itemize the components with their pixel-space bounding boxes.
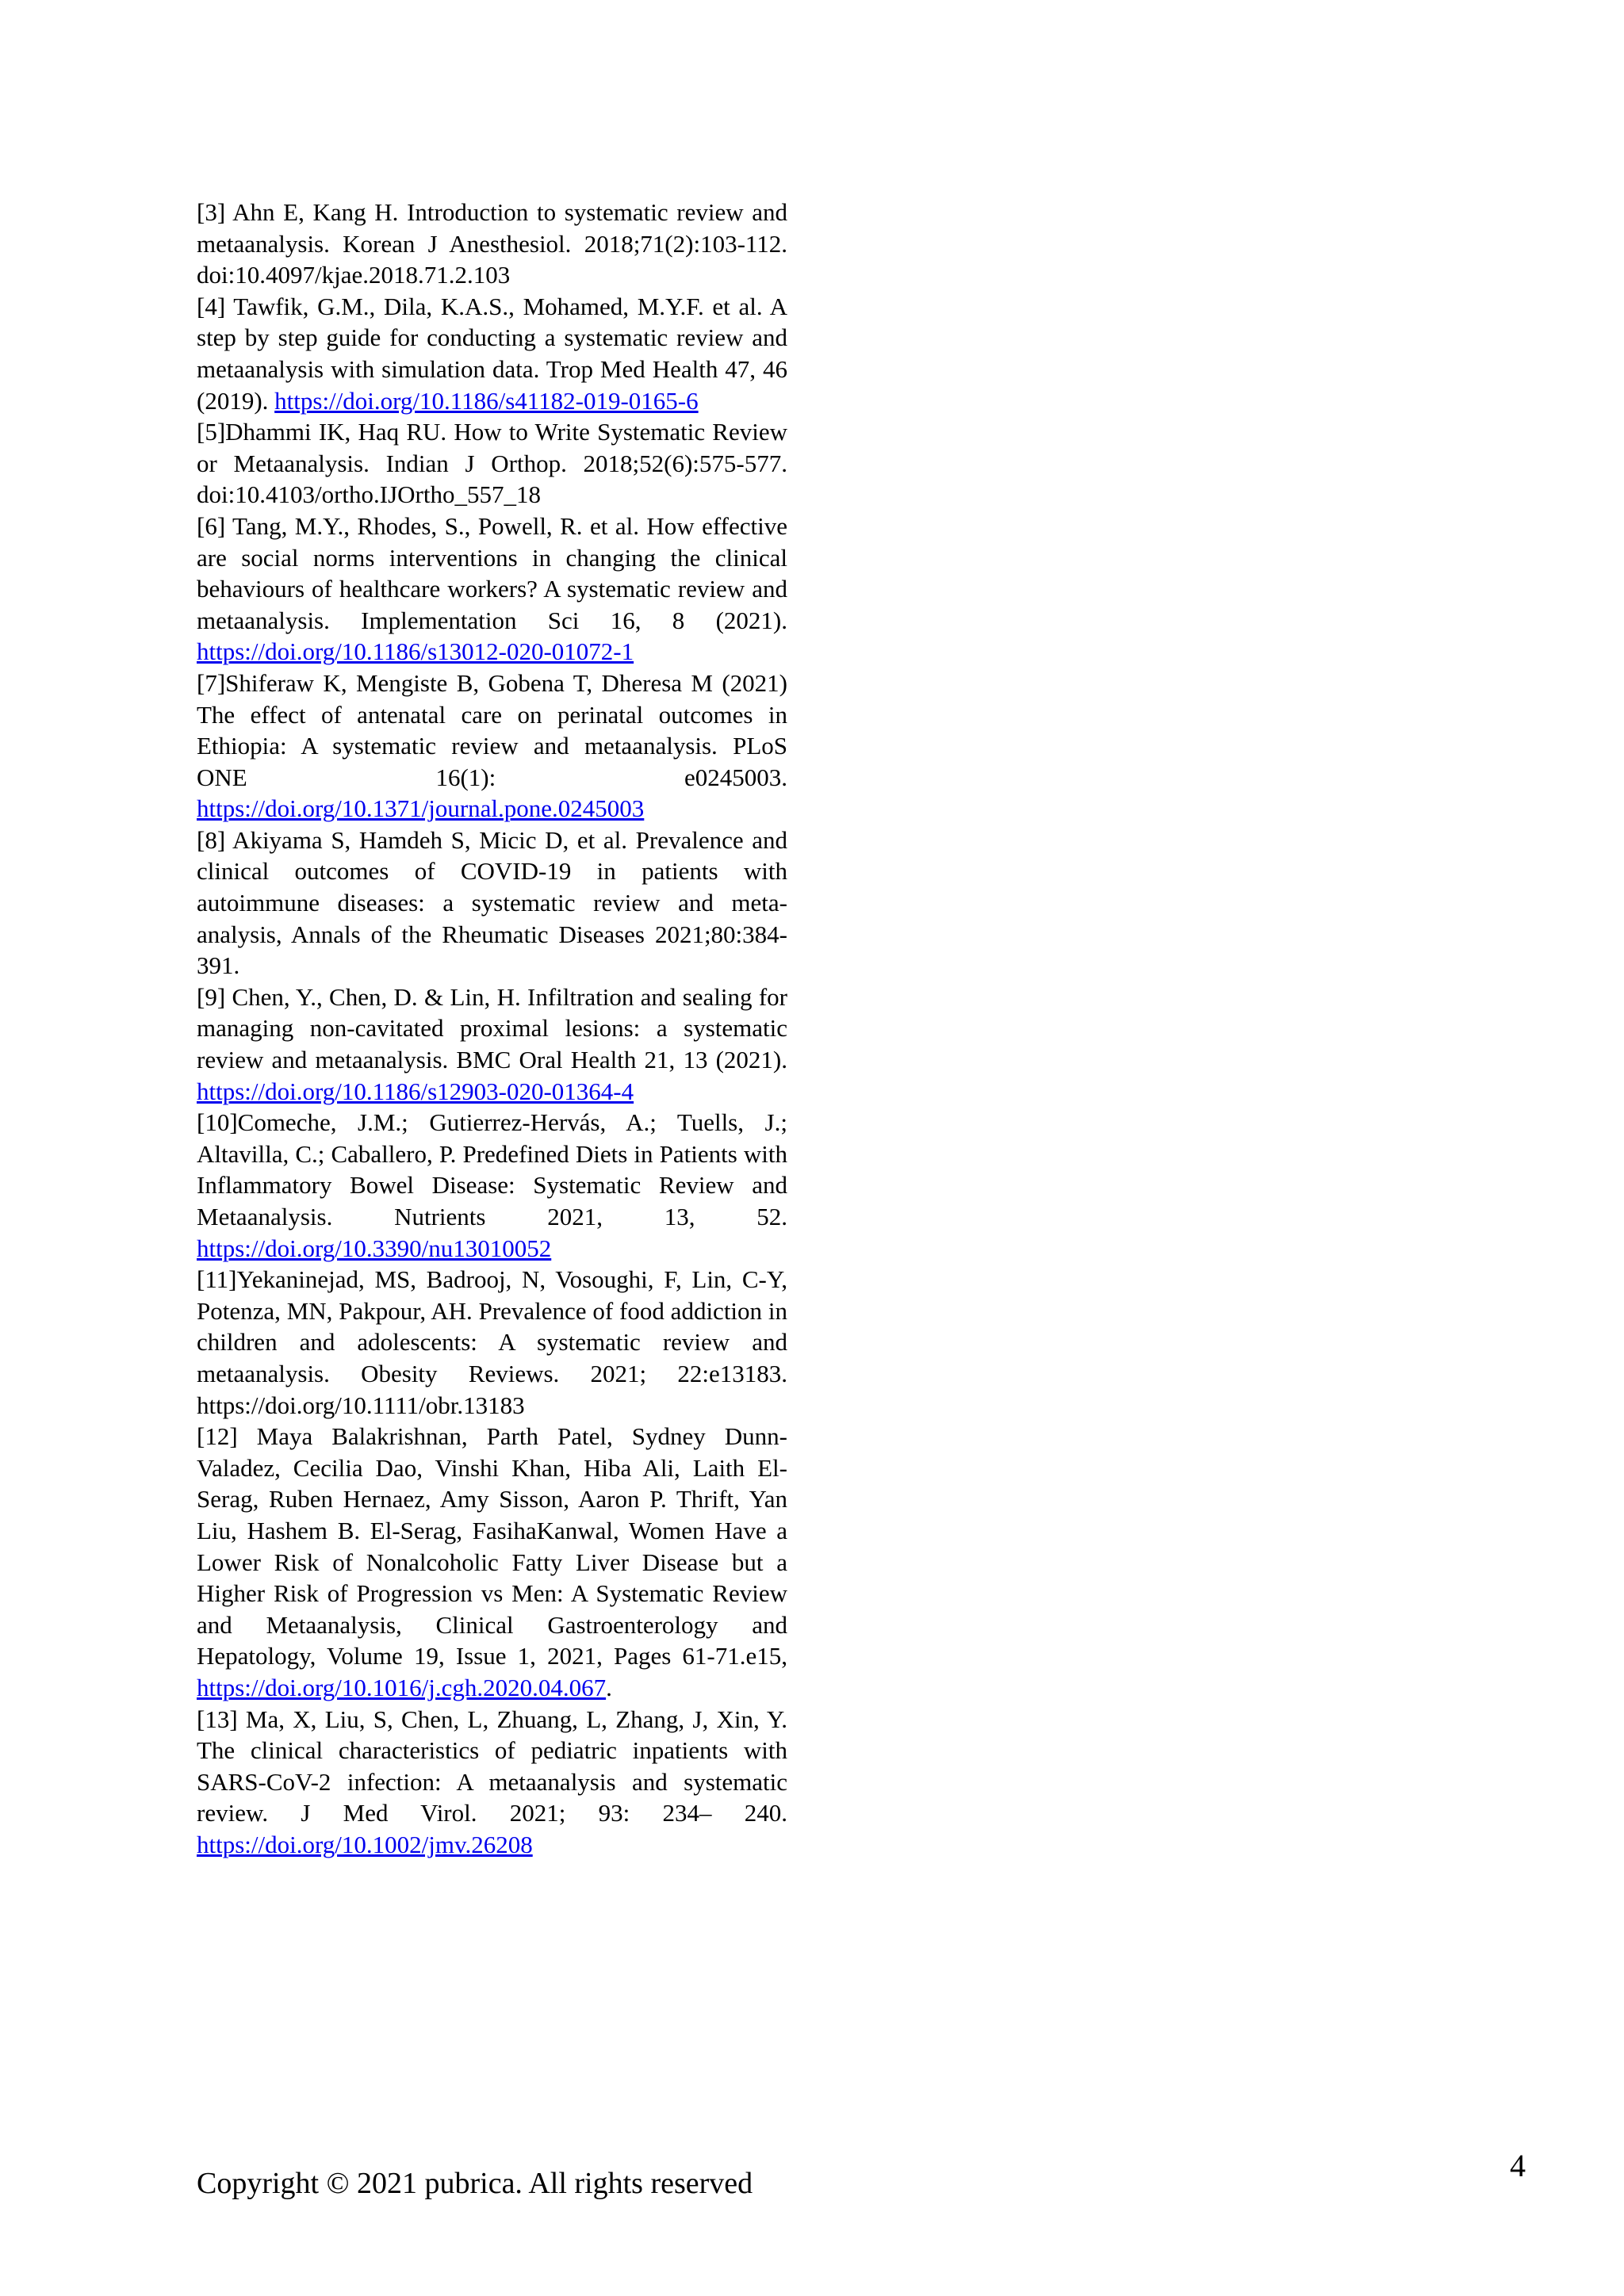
reference-text: [12] Maya Balakrishnan, Parth Patel, Sydney Dunn-Valadez, Cecilia Dao, Vinshi Khan, Hiba Ali, Laith El-Serag, Ruben Hernaez, Amy Sisson, Aaron P. Thrift, Yan Liu, Hashem B. El-Serag, FasihaKanwal, Women Have a Lower Risk of Nonalcoholic Fatty Liver Disease but a Higher Risk of Progression vs Men: A Systematic Review and Metaanalysis, Clinical Gastroenterology and Hepatology, Volume 19, Issue 1, 2021, Pages 61-71.e15, (197, 1422, 787, 1670)
doi-link[interactable]: https://doi.org/10.1186/s13012-020-01072-1 (197, 637, 634, 666)
reference-text: [11]Yekaninejad, MS, Badrooj, N, Vosoughi, F, Lin, C-Y, Potenza, MN, Pakpour, AH. Prevalence of food addiction in children and adolescents: A systematic review and metaanalysis. Obesity Reviews. 2021; 22:e13183. https://doi.org/10.1111/obr.13183 (197, 1265, 787, 1419)
reference-9 (197, 982, 787, 1107)
reference-text: [3] Ahn E, Kang H. Introduction to systematic review and metaanalysis. Korean J Anesthesiol. 2018;71(2):103-112. doi:10.4097/kjae.2018.71.2.103 (197, 198, 787, 289)
reference-5 (197, 416, 787, 511)
reference-7 (197, 668, 787, 825)
doi-link[interactable]: https://doi.org/10.1002/jmv.26208 (197, 1830, 533, 1858)
reference-11 (197, 1264, 787, 1421)
reference-text: [7]Shiferaw K, Mengiste B, Gobena T, Dheresa M (2021) The effect of antenatal care on perinatal outcomes in Ethiopia: A systematic review and metaanalysis. PLoS ONE 16(1): e0245003. (197, 668, 787, 791)
copyright-notice: Copyright © 2021 pubrica. All rights reserved (197, 2167, 753, 2200)
reference-text: [10]Comeche, J.M.; Gutierrez-Hervás, A.; Tuells, J.; Altavilla, C.; Caballero, P. Predefined Diets in Patients with Inflammatory Bowel Disease: Systematic Review and Metaanalysis. Nutrients 2021, 13, 52. (197, 1108, 787, 1230)
reference-8 (197, 825, 787, 982)
reference-6 (197, 511, 787, 668)
reference-text: [6] Tang, M.Y., Rhodes, S., Powell, R. et al. How effective are social norms interventions in changing the clinical behaviours of healthcare workers? A systematic review and metaanalysis. Implementation Sci 16, 8 (2021). (197, 511, 787, 634)
reference-text: [5]Dhammi IK, Haq RU. How to Write Systematic Review or Metaanalysis. Indian J Orthop. 2018;52(6):575-577. doi:10.4103/ortho.IJOrtho_557_18 (197, 418, 787, 509)
doi-link[interactable]: https://doi.org/10.1186/s41182-019-0165-6 (274, 386, 699, 415)
reference-10 (197, 1107, 787, 1264)
page-number: 4 (1510, 2148, 1526, 2183)
doi-link[interactable]: https://doi.org/10.3390/nu13010052 (197, 1234, 552, 1262)
reference-12 (197, 1421, 787, 1703)
reference-text: [4] Tawfik, G.M., Dila, K.A.S., Mohamed, M.Y.F. et al. A step by step guide for conducting a systematic review and metaanalysis with simulation data. Trop Med Health 47, 46 (2019). (197, 292, 787, 415)
reference-text: [13] Ma, X, Liu, S, Chen, L, Zhuang, L, Zhang, J, Xin, Y. The clinical characteristics of pediatric inpatients with SARS-CoV-2 infection: A metaanalysis and systematic review. J Med Virol. 2021; 93: 234– 240. (197, 1705, 787, 1827)
reference-text: [9] Chen, Y., Chen, D. & Lin, H. Infiltration and sealing for managing non-cavitated proximal lesions: a systematic review and metaanalysis. BMC Oral Health 21, 13 (2021). (197, 982, 787, 1074)
doi-link[interactable]: https://doi.org/10.1016/j.cgh.2020.04.067 (197, 1673, 607, 1701)
reference-13 (197, 1704, 787, 1861)
reference-trailing-period: . (606, 1673, 612, 1701)
reference-text: [8] Akiyama S, Hamdeh S, Micic D, et al. Prevalence and clinical outcomes of COVID-19 in patients with autoimmune diseases: a systematic review and meta-analysis, Annals of the Rheumatic Diseases 2021;80:384-391. (197, 825, 787, 980)
reference-list (197, 197, 787, 1860)
doi-link[interactable]: https://doi.org/10.1186/s12903-020-01364-4 (197, 1077, 634, 1105)
reference-3 (197, 197, 787, 291)
reference-4 (197, 291, 787, 416)
doi-link[interactable]: https://doi.org/10.1371/journal.pone.0245003 (197, 794, 645, 823)
